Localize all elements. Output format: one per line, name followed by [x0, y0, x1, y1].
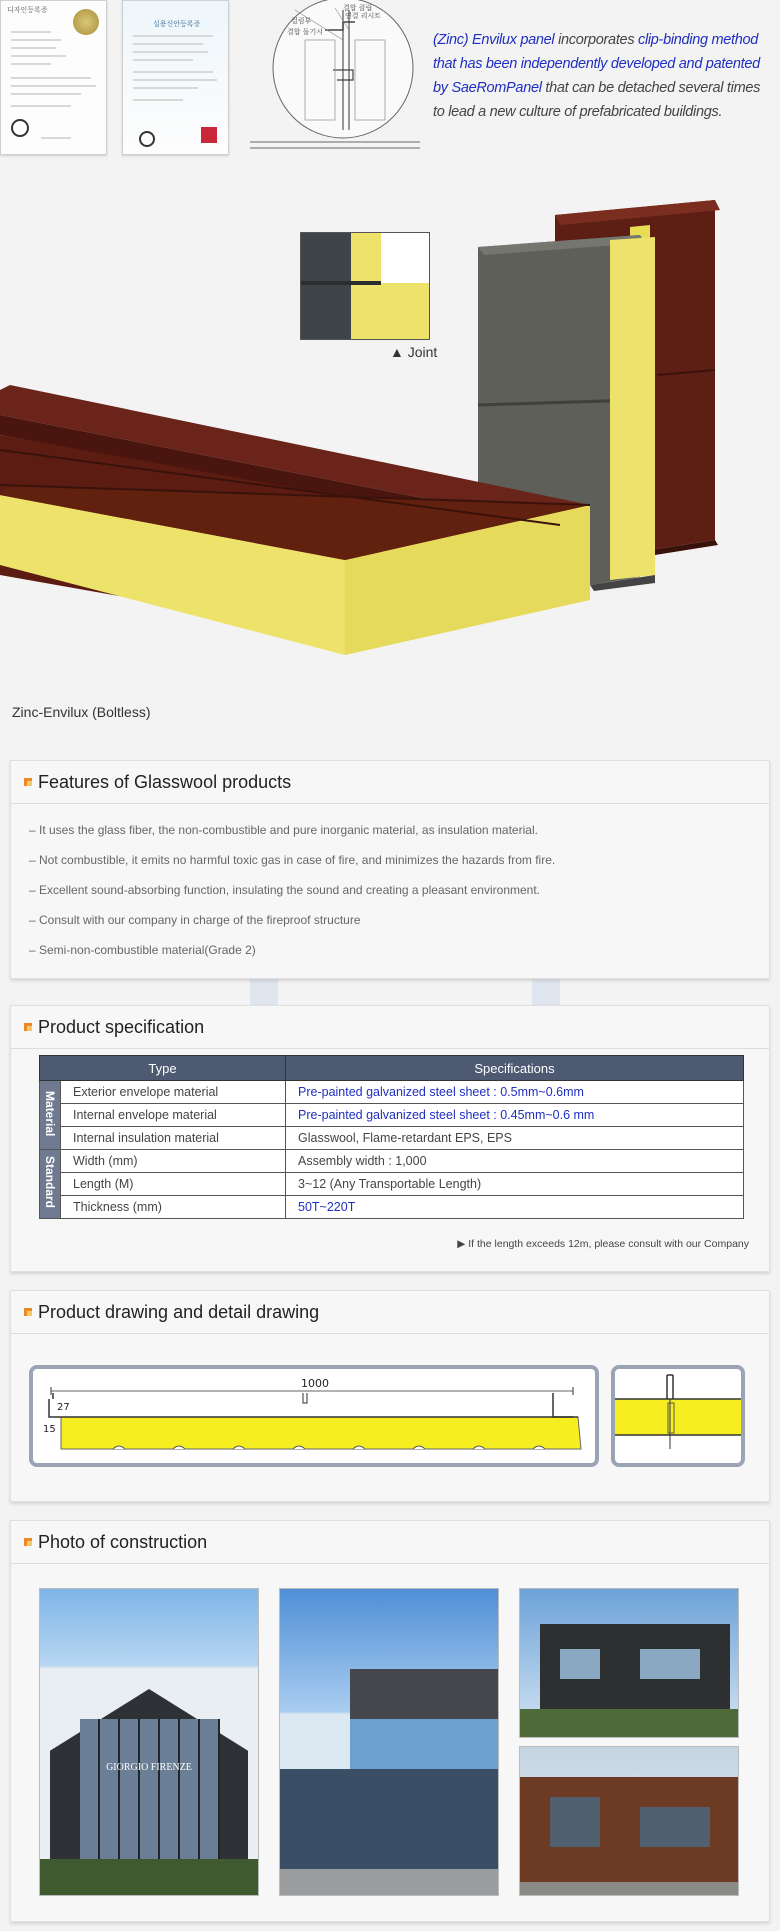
store-sign: GIORGIO FIRENZE — [106, 1762, 192, 1773]
feature-item: – It uses the glass fiber, the non-combustible and pure inorganic material, as insulation material. — [29, 823, 538, 837]
joint-section-drawing — [611, 1365, 745, 1467]
certificate-title: 실용신안등록증 — [153, 21, 201, 28]
row-type: Exterior envelope material — [61, 1081, 286, 1104]
group-material: Material — [40, 1081, 61, 1150]
section-bullet-icon — [24, 1538, 32, 1546]
intro-text: (Zinc) Envilux panel incorporates clip-binding method that has been independently developed and patented by SaeRomPanel that can be detached several times to lead a new culture of prefabricated buildings. — [433, 32, 761, 120]
certificate-seal-icon — [73, 9, 99, 35]
row-spec: 50T~220T — [286, 1196, 744, 1219]
row-spec: Pre-painted galvanized steel sheet : 0.5mm~0.6mm — [286, 1081, 744, 1104]
column-header-type: Type — [40, 1056, 286, 1081]
table-row — [40, 1196, 744, 1219]
drawing-title: Product drawing and detail drawing — [38, 1302, 320, 1322]
construction-photo-house-brown — [519, 1746, 739, 1896]
features-section — [10, 760, 770, 979]
certificate-emblem-icon — [139, 131, 155, 147]
group-standard: Standard — [40, 1150, 61, 1219]
joint-label: ▲ Joint — [390, 344, 438, 360]
column-header-spec: Specifications — [286, 1056, 744, 1081]
certificate-stamp-icon — [201, 127, 217, 143]
joint-inset-image — [300, 232, 430, 340]
row-type: Thickness (mm) — [61, 1196, 286, 1219]
feature-item: – Not combustible, it emits no harmful toxic gas in case of fire, and minimizes the hazards from fire. — [29, 853, 556, 867]
drawing-section — [10, 1290, 770, 1502]
row-spec: 3~12 (Any Transportable Length) — [286, 1173, 744, 1196]
spec-table — [39, 1055, 744, 1219]
joint-detail-drawing — [245, 0, 425, 156]
drawing-label: 결합 돌기시 — [287, 28, 324, 36]
section-bullet-icon — [24, 1023, 32, 1031]
feature-item: – Consult with our company in charge of the fireproof structure — [29, 913, 361, 927]
construction-title: Photo of construction — [38, 1532, 208, 1552]
spec-title: Product specification — [38, 1017, 205, 1037]
row-type: Internal envelope material — [61, 1104, 286, 1127]
row-spec: Pre-painted galvanized steel sheet : 0.45mm~0.6 mm — [286, 1104, 744, 1127]
intro-product-name: (Zinc) Envilux panel — [433, 32, 555, 48]
table-header-row — [40, 1056, 744, 1081]
construction-section — [10, 1520, 770, 1922]
design-certificate — [0, 0, 107, 155]
construction-photo-giorgio — [39, 1588, 259, 1896]
table-row — [40, 1173, 744, 1196]
construction-photo-building — [279, 1588, 499, 1896]
dimension-15-label: 15 — [43, 1424, 56, 1435]
section-bullet-icon — [24, 1308, 32, 1316]
table-row — [40, 1104, 744, 1127]
drawing-label: 연결 리시트 — [345, 12, 382, 20]
drawing-label: 걸림부 — [291, 17, 312, 25]
row-type: Width (mm) — [61, 1150, 286, 1173]
row-spec: Assembly width : 1,000 — [286, 1150, 744, 1173]
feature-item: – Excellent sound-absorbing function, insulating the sound and creating a pleasant environment. — [29, 883, 541, 897]
product-caption: Zinc-Envilux (Boltless) — [12, 704, 151, 720]
spec-section — [10, 1005, 770, 1272]
row-spec: Glasswool, Flame-retardant EPS, EPS — [286, 1127, 744, 1150]
certificate-title: 디자인등록증 — [7, 7, 48, 14]
table-row — [40, 1127, 744, 1150]
table-row — [40, 1081, 744, 1104]
width-dimension-label: 1000 — [301, 1377, 329, 1390]
features-title: Features of Glasswool products — [38, 772, 292, 792]
row-type: Internal insulation material — [61, 1127, 286, 1150]
section-bullet-icon — [24, 778, 32, 786]
utility-certificate — [122, 0, 229, 155]
construction-photo-house-dark — [519, 1588, 739, 1738]
row-type: Length (M) — [61, 1173, 286, 1196]
table-row — [40, 1150, 744, 1173]
intro-method: clip-binding method that has been independently developed and patented by SaeRomPanel — [433, 32, 760, 96]
dimension-27-label: 27 — [57, 1402, 70, 1413]
drawing-label: 결합 클립 — [343, 4, 373, 12]
certificate-emblem-icon — [11, 119, 29, 137]
length-note: ▶ If the length exceeds 12m, please consult with our Company — [457, 1238, 749, 1250]
panel-profile-drawing — [29, 1365, 599, 1467]
feature-item: – Semi-non-combustible material(Grade 2) — [29, 943, 256, 957]
